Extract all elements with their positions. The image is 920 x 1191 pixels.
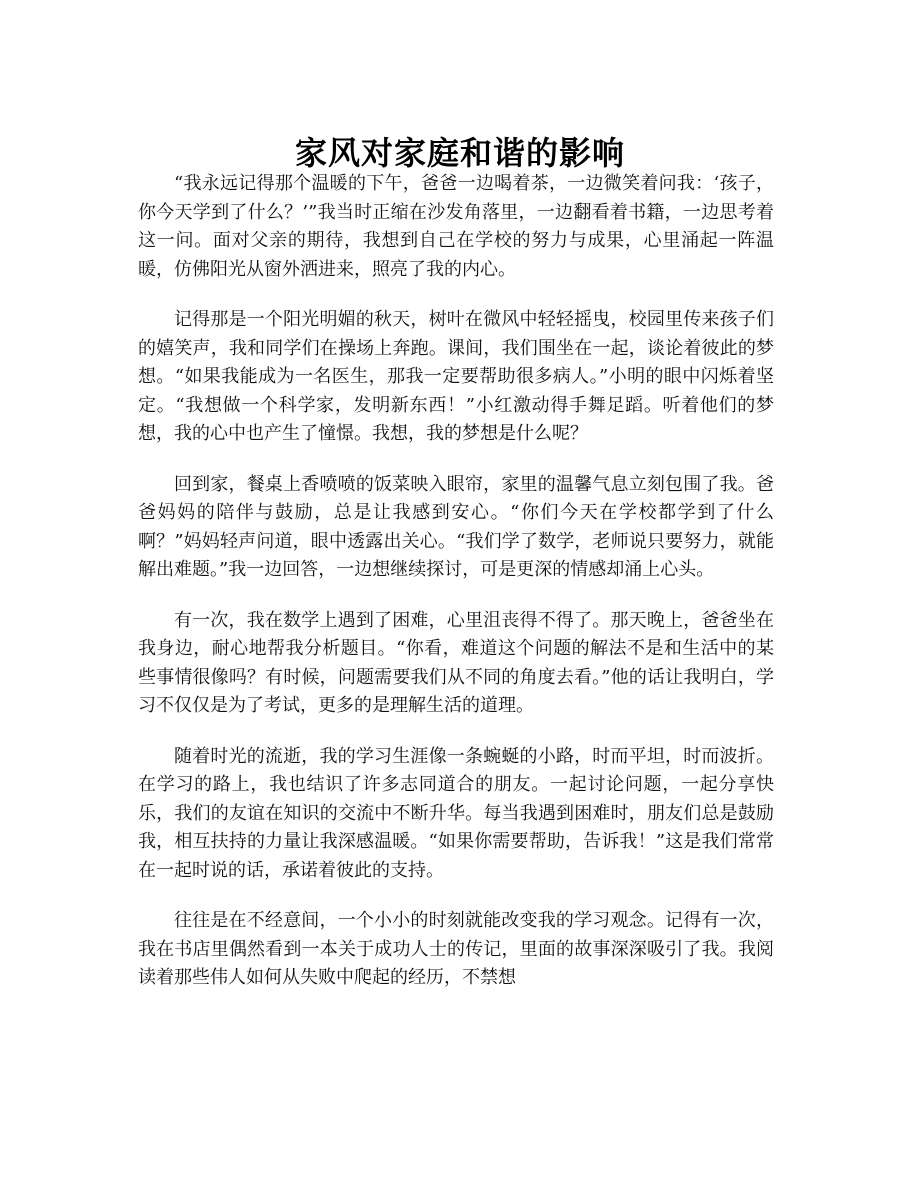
paragraph-2: 记得那是一个阳光明媚的秋天，树叶在微风中轻轻摇曳，校园里传来孩子们的嬉笑声，我和同学们在操场上奔跑。课间，我们围坐在一起，谈论着彼此的梦想。“如果我能成为一名医生，那我一定要帮助很多病人。”小明的眼中闪烁着坚定。“我想做一个科学家，发明新东西！”小红激动得手舞足蹈。听着他们的梦想，我的心中也产生了憧憬。我想，我的梦想是什么呢？ [138, 309, 774, 444]
paragraph-4: 有一次，我在数学上遇到了困难，心里沮丧得不得了。那天晚上，爸爸坐在我身边，耐心地帮我分析题目。“你看，难道这个问题的解法不是和生活中的某些事情很像吗？有时候，问题需要我们从不同的角度去看。”他的话让我明白，学习不仅仅是为了考试，更多的是理解生活的道理。 [138, 609, 774, 716]
paragraph-1: “我永远记得那个温暖的下午，爸爸一边喝着茶，一边微笑着问我：‘孩子，你今天学到了什么？’”我当时正缩在沙发角落里，一边翻看着书籍，一边思考着这一问。面对父亲的期待，我想到自己在学校的努力与成果，心里涌起一阵温暖，仿佛阳光从窗外洒进来，照亮了我的内心。 [138, 173, 774, 280]
paragraph-5: 随着时光的流逝，我的学习生涯像一条蜿蜒的小路，时而平坦，时而波折。在学习的路上，我也结识了许多志同道合的朋友。一起讨论问题，一起分享快乐，我们的友谊在知识的交流中不断升华。每当我遇到困难时，朋友们总是鼓励我，相互扶持的力量让我深感温暖。“如果你需要帮助，告诉我！”这是我们常常在一起时说的话，承诺着彼此的支持。 [138, 745, 774, 881]
paragraph-6: 往往是在不经意间，一个小小的时刻就能改变我的学习观念。记得有一次，我在书店里偶然看到一本关于成功人士的传记，里面的故事深深吸引了我。我阅读着那些伟人如何从失败中爬起的经历，不禁想 [138, 910, 774, 988]
document-title: 家风对家庭和谐的影响 [294, 134, 625, 173]
paragraph-3: 回到家，餐桌上香喷喷的饭菜映入眼帘，家里的温馨气息立刻包围了我。爸爸妈妈的陪伴与鼓励，总是让我感到安心。“你们今天在学校都学到了什么啊？”妈妈轻声问道，眼中透露出关心。“我们学了数学，老师说只要努力，就能解出难题。”我一边回答，一边想继续探讨，可是更深的情感却涌上心头。 [138, 473, 774, 580]
document-body [138, 170, 774, 1015]
